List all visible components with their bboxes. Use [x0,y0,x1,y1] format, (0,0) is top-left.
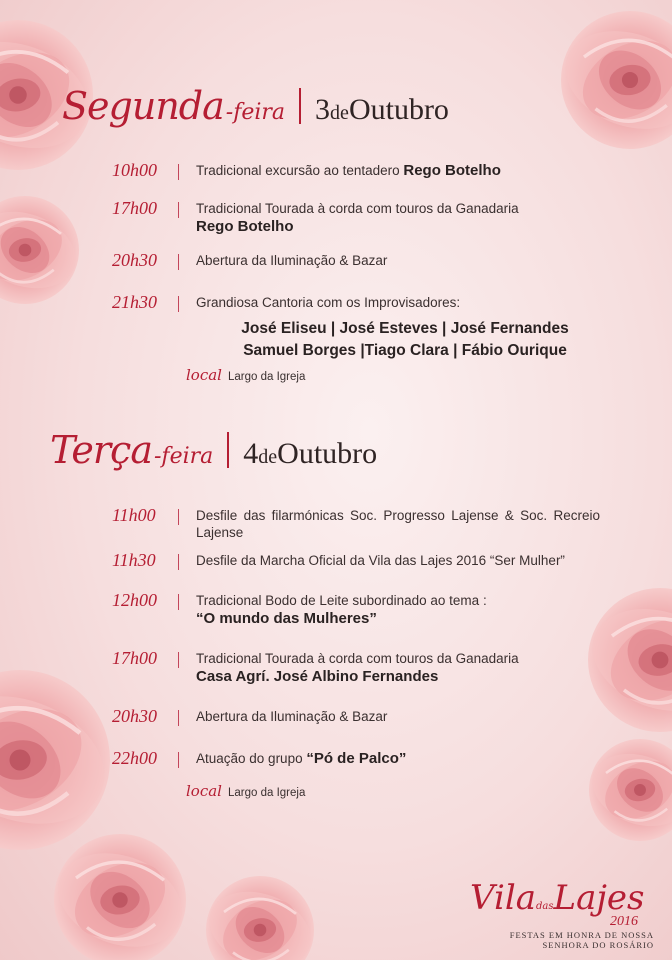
day2-date-month: Outubro [277,437,378,470]
day2-date-de: de [258,446,278,468]
day2-heading [50,428,377,472]
event-divider [178,296,179,312]
logo-word-vila: Vila [470,878,536,918]
day1-date [315,93,449,127]
event-text [196,708,600,725]
event-divider [178,254,179,270]
location-value: Largo da Igreja [227,787,306,799]
day2-separator [227,432,229,468]
event-description: Tradicional Bodo de Leite subordinado ao tema : [196,593,487,608]
day1-location [186,366,305,384]
event-description: Tradicional Tourada à corda com touros da Ganadaria [196,201,519,216]
day1-weekday: Segunda [62,84,224,128]
event-divider [178,509,179,525]
event-text [196,750,600,767]
day1-weekday-suffix: -feira [225,100,286,125]
event-highlight: Rego Botelho [196,218,294,235]
improvisers-line-1: José Eliseu | José Esteves | José Fernandes [241,320,569,337]
event-text [196,552,600,569]
event-text [196,252,600,269]
day2-date-day: 4 [243,437,259,470]
event-text [196,162,600,179]
rose-left-upper [0,196,86,304]
event-description: Abertura da Iluminação & Bazar [196,253,388,268]
day2-location [186,782,305,800]
logo-tagline: FESTAS EM HONRA DE NOSSA SENHORA DO ROSÁRIO [509,930,654,950]
event-divider [178,652,179,668]
event-time: 10h00 [112,160,157,180]
event-text [196,200,600,235]
event-text [196,507,600,541]
event-time: 17h00 [112,198,157,218]
event-highlight: “O mundo das Mulheres” [196,610,377,627]
day1-date-month: Outubro [348,93,449,126]
event-divider [178,164,179,180]
event-divider [178,594,179,610]
event-time: 21h30 [112,292,157,312]
day1-separator [299,88,301,124]
day1-heading [62,84,449,128]
event-time: 20h30 [112,706,157,726]
event-description: Tradicional Tourada à corda com touros da Ganadaria [196,651,519,666]
location-value: Largo da Igreja [227,371,306,383]
vila-das-lajes-logo [470,878,660,950]
event-description: Desfile da Marcha Oficial da Vila das Lajes 2016 “Ser Mulher” [196,553,565,568]
logo-wordmark [470,878,660,918]
event-description: Atuação do grupo [196,751,307,766]
day2-date [243,437,377,471]
day1-date-de: de [330,102,349,124]
event-time: 12h00 [112,590,157,610]
event-divider [178,752,179,768]
event-description: Grandiosa Cantoria com os Improvisadores: [196,295,461,310]
location-label: local [186,782,222,800]
event-time: 22h00 [112,748,157,768]
day2-weekday-suffix: -feira [154,444,214,469]
event-description: Abertura da Iluminação & Bazar [196,709,388,724]
day2-weekday: Terça [50,428,152,472]
event-divider [178,202,179,218]
event-description: Tradicional excursão ao tentadero [196,163,404,178]
event-highlight: Casa Agrí. José Albino Fernandes [196,668,439,685]
event-divider [178,710,179,726]
improvisers-list [200,318,610,362]
logo-word-lajes: Lajes [553,878,645,918]
event-text [196,650,600,685]
rose-bottom-center [199,876,322,960]
logo-year: 2016 [610,914,638,929]
rose-top-right [552,11,672,149]
event-time: 20h30 [112,250,157,270]
event-highlight: “Pó de Palco” [306,750,407,767]
event-time: 11h00 [112,505,156,525]
location-label: local [186,366,222,384]
event-time: 17h00 [112,648,157,668]
rose-bottom-left [0,670,122,850]
improvisers-line-2: Samuel Borges |Tiago Clara | Fábio Ourique [243,342,567,359]
logo-word-das: das [535,901,554,912]
event-divider [178,554,179,570]
day1-date-day: 3 [315,93,331,126]
event-text [196,294,600,311]
rose-bottom [45,834,195,960]
event-text [196,592,600,627]
event-highlight: Rego Botelho [403,162,501,179]
event-description: Desfile das filarmónicas Soc. Progresso Lajense & Soc. Recreio Lajense [196,508,600,540]
event-time: 11h30 [112,550,156,570]
